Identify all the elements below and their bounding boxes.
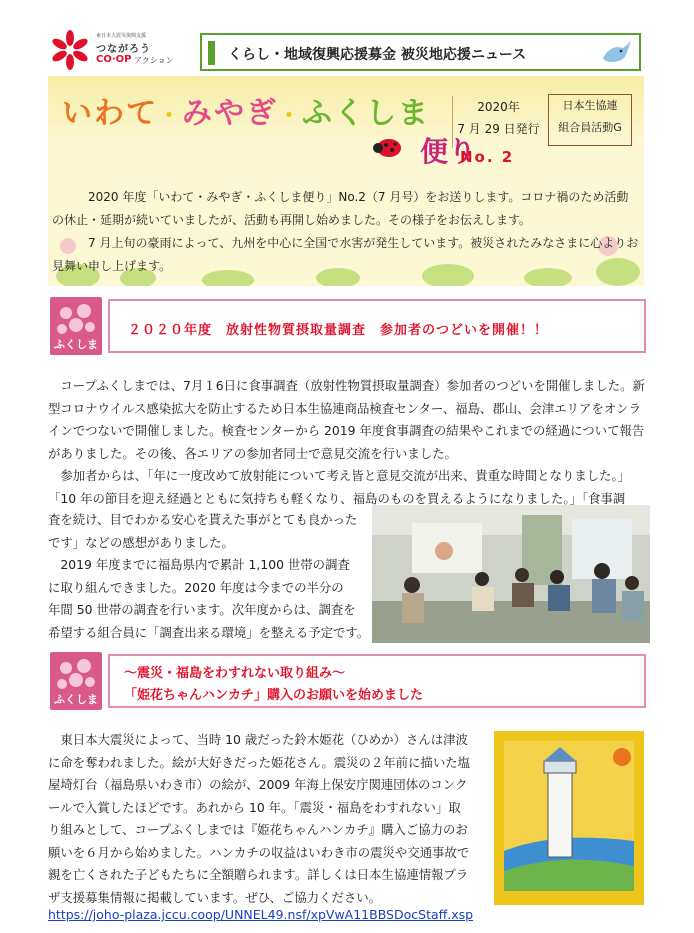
text-line: 東日本大震災によって、当時 10 歳だった鈴木姫花（ひめか）さんは津波 [48, 732, 468, 747]
text-line: ザ支援募集情報に掲載しています。ぜひ、ご協力ください。 [48, 889, 382, 905]
fukushima-badge [50, 652, 102, 710]
peach-flower-icon [54, 656, 98, 692]
badge-label: ふくしま [54, 693, 98, 706]
section2-title-line1: ～震災・福島をわすれない取り組み～ [124, 666, 346, 681]
flower-logo-icon [50, 30, 90, 70]
text-line: 願いを６月から始めました。ハンカチの収益はいわき市の震災や交通事故で [48, 844, 470, 860]
newsletter-title: くらし・地域復興応援募金 被災地応援ニュース [228, 47, 527, 63]
handkerchief-photo [494, 731, 644, 905]
section2-title-box [108, 654, 646, 708]
logo-name: つながろう [96, 44, 151, 55]
issue-number: No. 2 [460, 148, 515, 166]
text-line: 査を続け、目でわかる安心を貰えた事がとても良かった [48, 512, 358, 527]
text-line: 親を亡くされた子どもたちに全額贈られます。詳しくは日本生協連情報プラ [48, 867, 469, 882]
section1-heading [50, 297, 646, 355]
section2-heading [50, 652, 646, 710]
section2-body [48, 729, 494, 909]
text-line: に命を奪われました。絵が大好きだった姫花さん。震災の２年前に描いた塩 [48, 754, 471, 770]
section1-body-cont [48, 509, 370, 644]
ladybug-icon [370, 134, 404, 160]
section1-title-box [108, 299, 646, 353]
intro-paragraph-2: 7 月上旬の豪雨によって、九州を中心に全国で水害が発生しています。被災されたみなさまに心よりお見舞い申し上げます。 [52, 236, 639, 273]
title-iwate: いわて [62, 96, 158, 131]
section1-paragraph-2: 参加者からは、「年に一度改めて放射能について考え皆と意見交流が出来、貴重な時間となりました。」「10 年の節目を迎え経過とともに気持ちも軽くなり、福島のものを買えるようになりました。」「食事調 [48, 468, 631, 506]
lighthouse-drawing-image [494, 731, 644, 905]
coop-logo [50, 28, 200, 76]
intro-text [52, 186, 640, 278]
issue-date [452, 96, 544, 148]
bird-icon [599, 38, 633, 68]
text-line: 屋埼灯台（福島県いわき市）の絵が、2009 年海上保安庁関連団体のコンク [48, 777, 468, 792]
text-line: 希望する組合員に「調査出来る環境」を整える予定です。 [48, 624, 370, 640]
logo-tagline: 東日本大震災復興支援 [96, 33, 147, 39]
logo-coop: CO·OP [96, 54, 132, 65]
title-dot-2: ・ [278, 104, 303, 129]
intro-paragraph-1: 2020 年度「いわて・みやぎ・ふくしま便り」No.2（7 月号）をお送りします。コロナ禍のため活動の休止・延期が続いていましたが、活動も再開し始めました。その様子をお伝えします。 [52, 190, 629, 227]
title-dot-1: ・ [158, 104, 183, 129]
peach-flower-icon [54, 301, 98, 337]
text-line: です」などの感想がありました。 [48, 534, 234, 550]
section2-title-line2: 「姫花ちゃんハンカチ」購入のお願いを始めました [124, 688, 424, 703]
text-line: に取り組んできました。2020 年度は今までの半分の [48, 579, 344, 595]
masthead-title [62, 88, 430, 132]
masthead-banner [48, 76, 644, 286]
text-line: ールで入賞したほどです。あれから 10 年。「震災・福島をわすれない」取 [48, 799, 461, 815]
publisher-box [548, 94, 632, 146]
publisher-line2: 組合員活動G [558, 121, 622, 134]
badge-label: ふくしま [54, 338, 98, 351]
issue-day: 7 月 29 日発行 [457, 122, 540, 136]
title-fukushima: ふくしま [302, 96, 431, 131]
meeting-photo [372, 505, 650, 643]
header-accent-bar [208, 41, 215, 65]
newsletter-header [200, 33, 641, 71]
title-miyagi: みやぎ [182, 96, 279, 131]
text-line: 年間 50 世帯の調査を行います。次年度からは、調査を [48, 602, 356, 617]
section1-title: ２０２０年度 放射性物質摂取量調査 参加者のつどいを開催！！ [128, 323, 549, 338]
section1-paragraph-1: コープふくしまでは、7月１6日に食事調査（放射性物質摂取量調査）参加者のつどいを開催しました。新型コロナウイルス感染拡大を防止するため日本生協連商品検査センター、福島、郡山、会津エリアをオンラインでつないで開催しました。検査センターから 2019 年度食事調査の結果やこれまでの経過について報告がありました。その後、各エリアの参加者同士で意見交流を行いました。 [48, 378, 645, 461]
text-line: り組みとして、コープふくしまでは『姫花ちゃんハンカチ』購入ご協力のお [48, 822, 468, 837]
meeting-photo-image [372, 505, 650, 643]
fukushima-badge [50, 297, 102, 355]
text-line: 2019 年度までに福島県内で累計 1,100 世帯の調査 [48, 557, 350, 572]
publisher-line1: 日本生協連 [562, 99, 618, 112]
masthead-subtitle: 便り [420, 135, 477, 168]
logo-action: アクション [134, 56, 174, 65]
issue-year: 2020年 [477, 100, 520, 114]
section1-body [48, 375, 648, 510]
info-plaza-link[interactable]: https://joho-plaza.jccu.coop/UNNEL49.nsf/xpVwA11BBSDocStaff.xsp [48, 907, 474, 922]
